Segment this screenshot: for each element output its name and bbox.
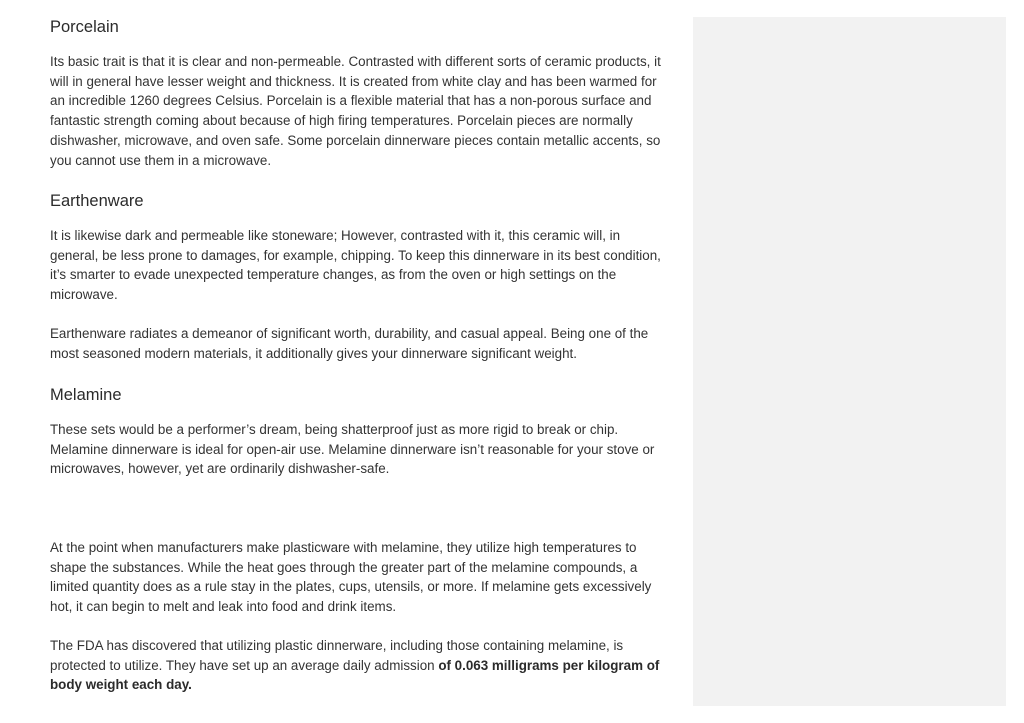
paragraph-melamine-3-text: The FDA has discovered that utilizing plastic dinnerware, including those containing melamine, is protected to utilize. They have set up an average daily admission [50,638,624,673]
heading-melamine: Melamine [50,386,122,404]
paragraph-melamine-2: At the point when manufacturers make plasticware with melamine, they utilize high temperatures to shape the substances. While the heat goes through the greater part of the melamine compounds, a limited quantity does as a rule stay in the plates, cups, utensils, or more. If melamine gets excessively hot, it can begin to melt and leak into food and drink items. [50,540,652,615]
heading-earthenware: Earthenware [50,192,144,210]
paragraph-melamine-1: These sets would be a performer’s dream, being shatterproof just as more rigid to break or chip. Melamine dinnerware is ideal for open-air use. Melamine dinnerware isn’t reasonable for your stove or microwaves, however, yet are ordinarily dishwasher-safe. [50,422,655,477]
heading-porcelain: Porcelain [50,18,119,36]
paragraph-porcelain: Its basic trait is that it is clear and non-permeable. Contrasted with different sorts of ceramic products, it will in general have lesser weight and thickness. It is created from white clay and has been warmed for an incredible 1260 degrees Celsius. Porcelain is a flexible material that has a non-porous surface and fantastic strength coming about because of high firing temperatures. Porcelain pieces are normally dishwasher, microwave, and oven safe. Some porcelain dinnerware pieces contain metallic accents, so you cannot use them in a microwave. [50,54,661,168]
daily-intake-highlight: of 0.063 milligrams per kilogram of body weight each day. [50,657,660,693]
paragraph-melamine-3 [50,636,662,695]
paragraph-earthenware-2: Earthenware radiates a demeanor of significant worth, durability, and casual appeal. Being one of the most seasoned modern materials, it additionally gives your dinnerware significant weight. [50,326,649,361]
sidebar-placeholder [693,17,1006,706]
paragraph-earthenware-1: It is likewise dark and permeable like stoneware; However, contrasted with it, this ceramic will, in general, be less prone to damages, for example, chipping. To keep this dinnerware in its best condition, it’s smarter to evade unexpected temperature changes, as from the oven or high settings on the microwave. [50,228,661,303]
